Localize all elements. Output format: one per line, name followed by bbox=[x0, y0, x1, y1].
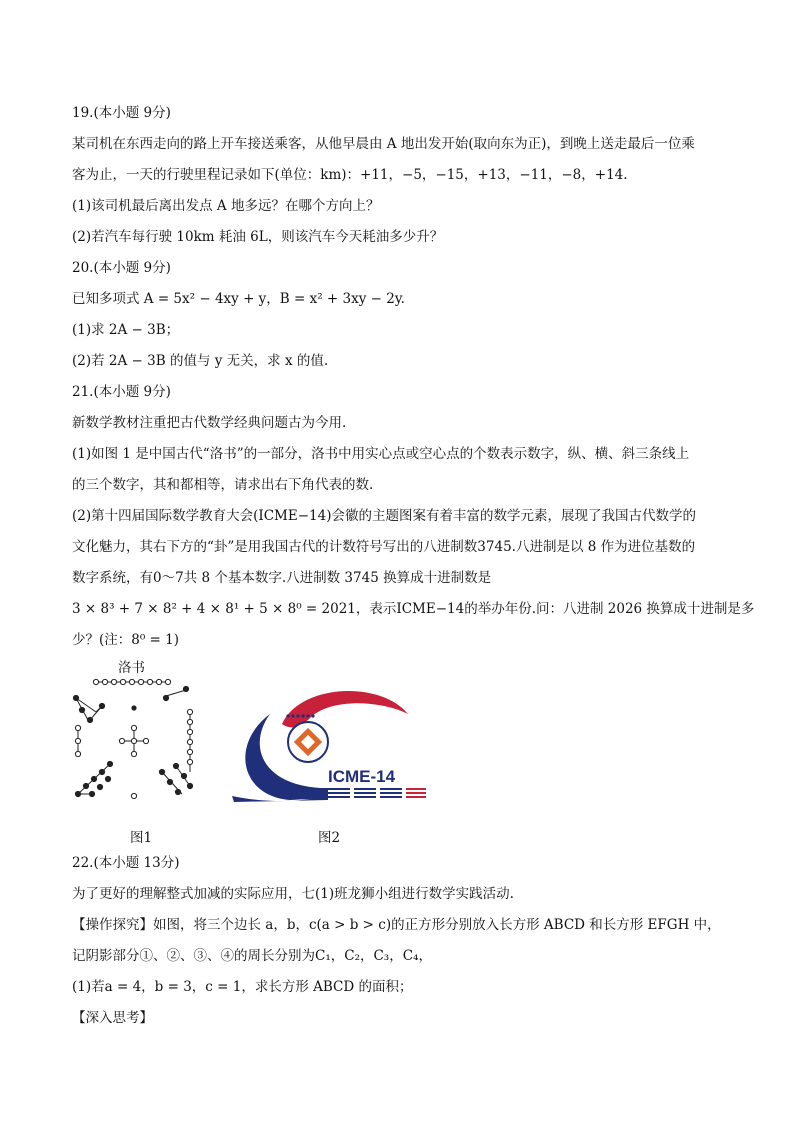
figure2-caption: 图2 bbox=[318, 830, 341, 846]
q22-deep-thinking: 【深入思考】 bbox=[72, 1010, 153, 1026]
q20-part2: (2)若 2A − 3B 的值与 y 无关，求 x 的值. bbox=[72, 353, 329, 369]
luoshu-figure bbox=[66, 676, 200, 802]
figure1-caption: 图1 bbox=[130, 830, 153, 846]
q22-operate-line1: 【操作探究】如图，将三个边长 a，b，c(a > b > c)的正方形分别放入长方形 ABCD 和长方形 EFGH 中， bbox=[72, 917, 721, 933]
q21-part2-line1: (2)第十四届国际数学教育大会(ICME−14)会徽的主题图案有着丰富的数学元素，展现了我国古代数学的 bbox=[72, 508, 696, 524]
q21-part1-line1: (1)如图 1 是中国古代“洛书”的一部分，洛书中用实心点或空心点的个数表示数字，纵、横、斜三条线上 bbox=[72, 446, 690, 462]
luoshu-dot bbox=[138, 679, 143, 684]
luoshu-dot bbox=[147, 679, 152, 684]
q21-part2-line5: 少？(注：8⁰ = 1) bbox=[72, 632, 180, 648]
q19-stem-line1: 某司机在东西走向的路上开车接送乘客，从他早晨由 A 地出发开始(取向东为正)，到晚上送走最后一位乘 bbox=[72, 136, 695, 152]
q22-part1: (1)若a = 4，b = 3，c = 1，求长方形 ABCD 的面积； bbox=[72, 979, 413, 995]
luoshu-dot bbox=[156, 679, 161, 684]
q21-part1-line2: 的三个数字，其和都相等，请求出右下角代表的数. bbox=[72, 477, 374, 493]
q22-operate-line2: 记阴影部分①、②、③、④的周长分别为C₁，C₂，C₃，C₄， bbox=[72, 948, 432, 964]
q21-part2-line4: 3 × 8³ + 7 × 8² + 4 × 8¹ + 5 × 8⁰ = 2021，表示ICME−14的举办年份.问：八进制 2026 换算成十进制是多 bbox=[72, 601, 755, 617]
luoshu-dot bbox=[129, 679, 134, 684]
q21-part2-line3: 数字系统，有0～7共 8 个基本数字.八进制数 3745 换算成十进制数是 bbox=[72, 570, 492, 586]
q20-stem: 已知多项式 A = 5x² − 4xy + y，B = x² + 3xy − 2y. bbox=[72, 291, 405, 307]
luoshu-dot bbox=[93, 679, 98, 684]
q19-stem-line2: 客为止，一天的行驶里程记录如下(单位：km)：+11，−5，−15，+13，−11，−8，+14. bbox=[72, 167, 628, 183]
q21-stem: 新数学教材注重把古代数学经典问题古为今用. bbox=[72, 415, 347, 431]
q21-header: 21.(本小题 9分) bbox=[72, 384, 171, 400]
q19-part1: (1)该司机最后离出发点 A 地多远？在哪个方向上？ bbox=[72, 198, 380, 214]
luoshu-dot bbox=[165, 679, 170, 684]
q21-part2-line2: 文化魅力，其右下方的“卦”是用我国古代的计数符号写出的八进制数3745.八进制是以 8 作为进位基数的 bbox=[72, 539, 696, 555]
icme14-logo bbox=[230, 684, 430, 804]
q22-stem: 为了更好的理解整式加减的实际应用，七(1)班龙狮小组进行数学实践活动. bbox=[72, 886, 514, 902]
q19-part2: (2)若汽车每行驶 10km 耗油 6L，则该汽车今天耗油多少升？ bbox=[72, 229, 444, 245]
luoshu-title: 洛书 bbox=[118, 660, 145, 676]
luoshu-dot bbox=[102, 679, 107, 684]
luoshu-dot bbox=[120, 679, 125, 684]
q20-part1: (1)求 2A − 3B； bbox=[72, 322, 180, 338]
q22-header: 22.(本小题 13分) bbox=[72, 855, 180, 871]
logo-text: ICME-14 bbox=[328, 767, 396, 786]
luoshu-dot bbox=[111, 679, 116, 684]
q20-header: 20.(本小题 9分) bbox=[72, 260, 171, 276]
q19-header: 19.(本小题 9分) bbox=[72, 105, 171, 121]
